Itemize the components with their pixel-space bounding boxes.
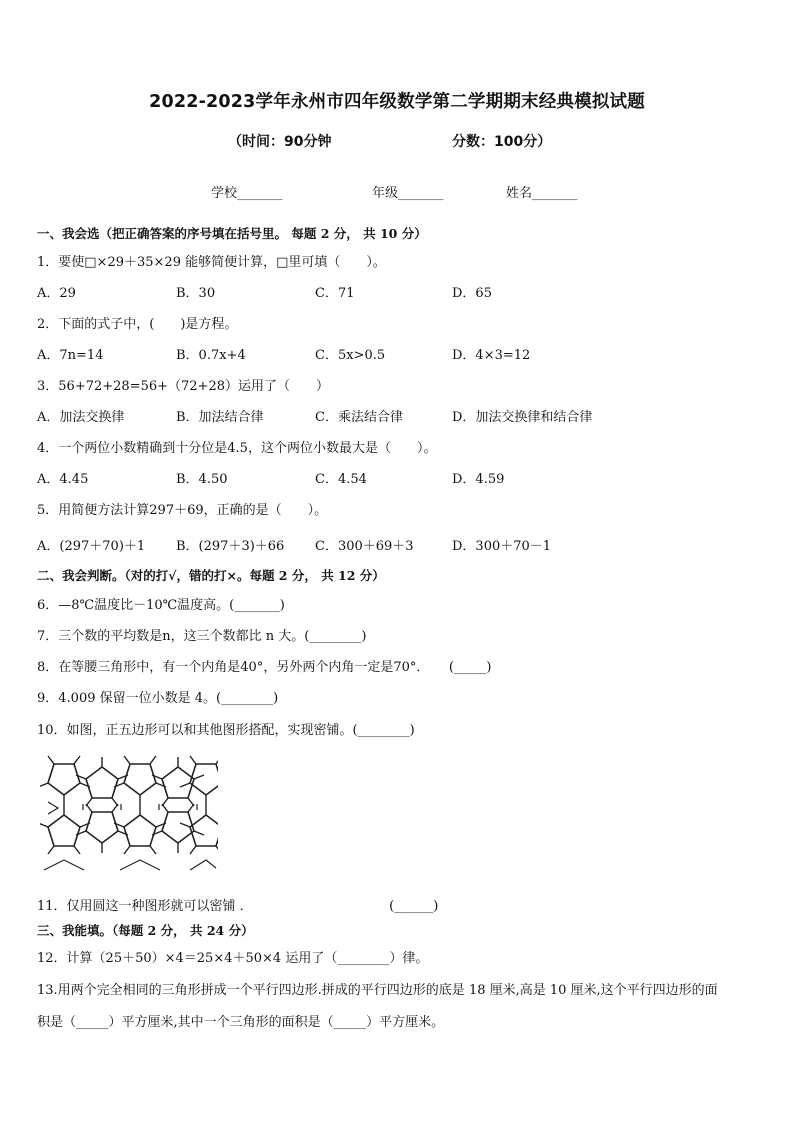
q4-option-d: D．4.59 — [452, 472, 505, 487]
q4-option-a: A．4.45 — [37, 472, 89, 487]
school-field: 学校_______ — [211, 186, 283, 201]
question-13-line-2: 积是（_____）平方厘米,其中一个三角形的面积是（_____）平方厘米。 — [37, 1015, 445, 1030]
name-field: 姓名_______ — [506, 186, 578, 201]
question-1: 1．要使□×29＋35×29 能够简便计算，□里可填（ ）。 — [37, 255, 386, 270]
q2-option-b: B．0.7x+4 — [176, 348, 246, 363]
question-9: 9．4.009 保留一位小数是 4。(________) — [37, 691, 279, 706]
question-7: 7．三个数的平均数是n，这三个数都比 n 大。(________) — [37, 629, 367, 644]
q5-option-a: A．(297＋70)＋1 — [37, 539, 146, 554]
section-1-heading: 一、我会选（把正确答案的序号填在括号里。 每题 2 分， 共 10 分） — [37, 226, 427, 241]
tessellation-row-1 — [40, 756, 218, 806]
section-3-heading: 三、我能填。（每题 2 分， 共 24 分） — [37, 923, 254, 938]
q2-option-a: A．7n=14 — [37, 348, 104, 363]
section-2-heading: 二、我会判断。（对的打√，错的打×。每题 2 分， 共 12 分） — [37, 568, 385, 583]
question-8: 8．在等腰三角形中，有一个内角是40°，另外两个内角一定是70°． (_____) — [37, 660, 492, 675]
q1-option-a: A．29 — [37, 286, 76, 301]
question-4: 4．一个两位小数精确到十分位是4.5，这个两位小数最大是（ ）。 — [37, 441, 437, 456]
question-6: 6．—8℃温度比－10℃温度高。(_______) — [37, 598, 285, 613]
grade-field: 年级_______ — [372, 186, 444, 201]
question-2: 2．下面的式子中，( )是方程。 — [37, 317, 238, 332]
question-5: 5．用简便方法计算297＋69，正确的是（ ）。 — [37, 503, 328, 518]
q3-option-a: A．加法交换律 — [37, 410, 125, 425]
question-10: 10．如图，正五边形可以和其他图形搭配，实现密铺。(________) — [37, 723, 415, 738]
question-13-line-1: 13.用两个完全相同的三角形拼成一个平行四边形.拼成的平行四边形的底是 18 厘米,高是 10 厘米,这个平行四边形的面 — [37, 983, 718, 998]
question-3: 3．56+72+28=56+（72+28）运用了（ ） — [37, 379, 329, 394]
q4-option-b: B．4.50 — [176, 472, 228, 487]
question-12: 12．计算（25＋50）×4＝25×4＋50×4 运用了（________）律。 — [37, 951, 429, 966]
pentagon-tessellation-figure — [40, 752, 218, 874]
q1-option-c: C．71 — [315, 286, 355, 301]
q3-option-b: B．加法结合律 — [176, 410, 264, 425]
tessellation-row-2 — [40, 804, 218, 854]
q5-option-b: B．(297＋3)＋66 — [176, 539, 285, 554]
q1-option-b: B．30 — [176, 286, 216, 301]
q4-option-c: C．4.54 — [315, 472, 367, 487]
question-11: 11．仅用圆这一种图形就可以密铺 ． (______) — [37, 899, 439, 914]
q1-option-d: D．65 — [452, 286, 492, 301]
q3-option-c: C．乘法结合律 — [315, 410, 403, 425]
page-title: 2022-2023学年永州市四年级数学第二学期期末经典模拟试题 — [149, 92, 645, 112]
q5-option-d: D．300＋70－1 — [452, 539, 552, 554]
q5-option-c: C．300＋69＋3 — [315, 539, 414, 554]
q2-option-c: C．5x>0.5 — [315, 348, 386, 363]
exam-time: （时间：90分钟 — [228, 134, 332, 150]
exam-score: 分数：100分） — [452, 134, 552, 150]
q3-option-d: D．加法交换律和结合律 — [452, 410, 593, 425]
q2-option-d: D．4×3=12 — [452, 348, 531, 363]
tessellation-star-gaps — [44, 802, 216, 870]
